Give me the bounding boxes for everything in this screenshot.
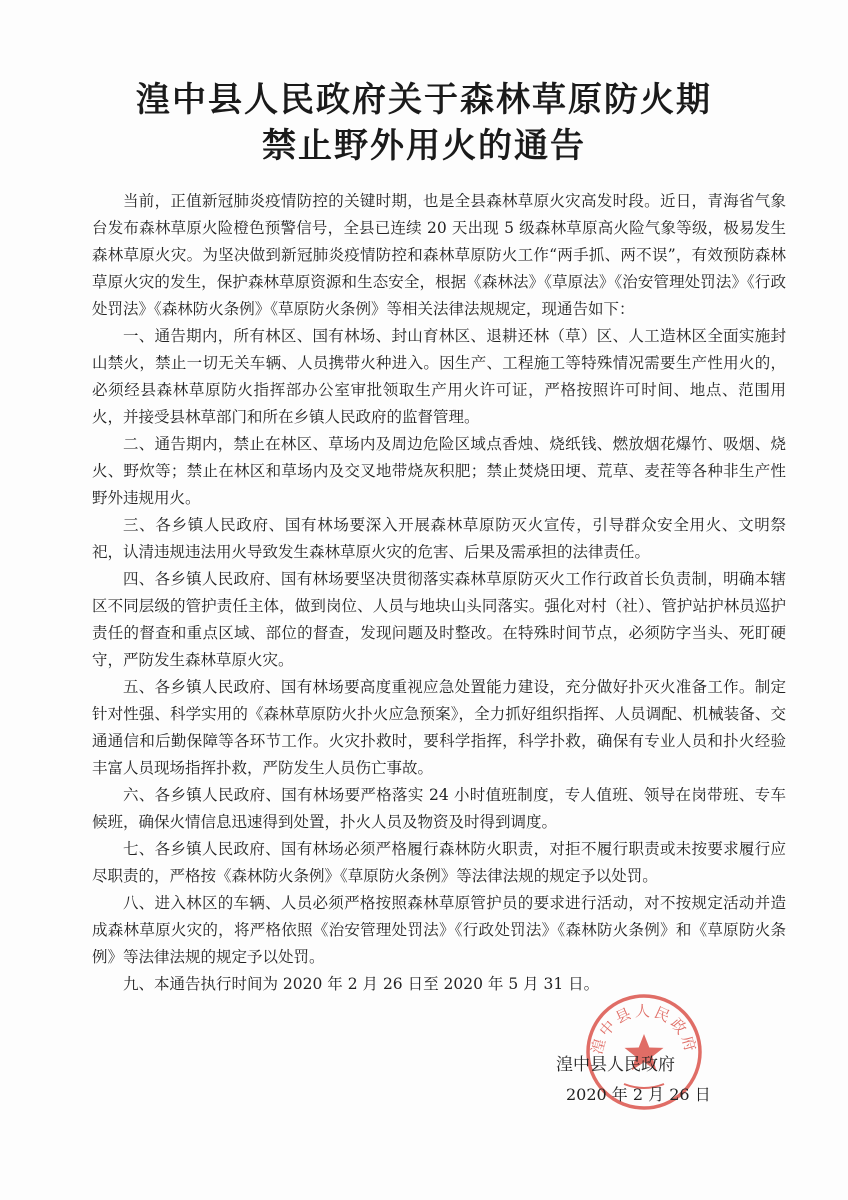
document-title-line-1: 湟中县人民政府关于森林草原防火期 xyxy=(136,80,712,120)
signature-date: 2020 年 2 月 26 日 xyxy=(566,1085,711,1104)
signature-organization: 湟中县人民政府 xyxy=(556,1055,675,1075)
document-title-line-2: 禁止野外用火的通告 xyxy=(262,126,586,166)
svg-text:湟中县人民政府: 湟中县人民政府 xyxy=(587,1002,701,1057)
paragraph-item-6: 六、各乡镇人民政府、国有林场要严格落实 24 小时值班制度，专人值班、领导在岗带班、专车候班，确保火情信息迅速得到处置，扑火人员及物资及时得到调度。 xyxy=(92,786,786,831)
document-body xyxy=(92,188,786,998)
paragraph-item-5: 五、各乡镇人民政府、国有林场要高度重视应急处置能力建设，充分做好扑灭火准备工作。制定针对性强、科学实用的《森林草原防火扑火应急预案》，全力抓好组织指挥、人员调配、机械装备、交通通信和后勤保障等各环节工作。火灾扑救时，要科学指挥，科学扑救，确保有专业人员和扑火经验丰富人员现场指挥扑救，严防发生人员伤亡事故。 xyxy=(92,678,786,777)
paragraph-item-1: 一、通告期内，所有林区、国有林场、封山育林区、退耕还林（草）区、人工造林区全面实施封山禁火，禁止一切无关车辆、人员携带火种进入。因生产、工程施工等特殊情况需要生产性用火的，必须经县森林草原防火指挥部办公室审批领取生产用火许可证，严格按照许可时间、地点、范围用火，并接受县林草部门和所在乡镇人民政府的监督管理。 xyxy=(92,327,786,426)
paragraph-item-7: 七、各乡镇人民政府、国有林场必须严格履行森林防火职责，对拒不履行职责或未按要求履行应尽职责的，严格按《森林防火条例》《草原防火条例》等法律法规的规定予以处罚。 xyxy=(92,840,786,885)
paragraph-item-3: 三、各乡镇人民政府、国有林场要深入开展森林草原防灭火宣传，引导群众安全用火、文明祭祀，认清违规违法用火导致发生森林草原火灾的危害、后果及需承担的法律责任。 xyxy=(92,516,786,561)
paragraph-item-2: 二、通告期内，禁止在林区、草场内及周边危险区域点香烛、烧纸钱、燃放烟花爆竹、吸烟、烧火、野炊等；禁止在林区和草场内及交叉地带烧灰积肥；禁止焚烧田埂、荒草、麦茬等各种非生产性野外违规用火。 xyxy=(92,435,786,507)
paragraph-item-4: 四、各乡镇人民政府、国有林场要坚决贯彻落实森林草原防灭火工作行政首长负责制，明确本辖区不同层级的管护责任主体，做到岗位、人员与地块山头同落实。强化对村（社）、管护站护林员巡护责任的督查和重点区域、部位的督查，发现问题及时整改。在特殊时间节点，必须防字当头、死盯硬守，严防发生森林草原火灾。 xyxy=(92,570,786,669)
paragraph-item-8: 八、进入林区的车辆、人员必须严格按照森林草原管护员的要求进行活动，对不按规定活动并造成森林草原火灾的，将严格依照《治安管理处罚法》《行政处罚法》《森林防火条例》和《草原防火条例》等法律法规的规定予以处罚。 xyxy=(92,894,786,966)
paragraph-intro: 当前，正值新冠肺炎疫情防控的关键时期，也是全县森林草原火灾高发时段。近日，青海省气象台发布森林草原火险橙色预警信号，全县已连续 20 天出现 5 级森林草原高火险气象等级，极易发生森林草原火灾。为坚决做到新冠肺炎疫情防控和森林草原防火工作“两手抓、两不误”，有效预防森林草原火灾的发生，保护森林草原资源和生态安全，根据《森林法》《草原法》《治安管理处罚法》《行政处罚法》《森林防火条例》《草原防火条例》等相关法律法规规定，现通告如下： xyxy=(92,192,786,318)
paragraph-item-9: 九、本通告执行时间为 2020 年 2 月 26 日至 2020 年 5 月 31 日。 xyxy=(123,975,600,993)
